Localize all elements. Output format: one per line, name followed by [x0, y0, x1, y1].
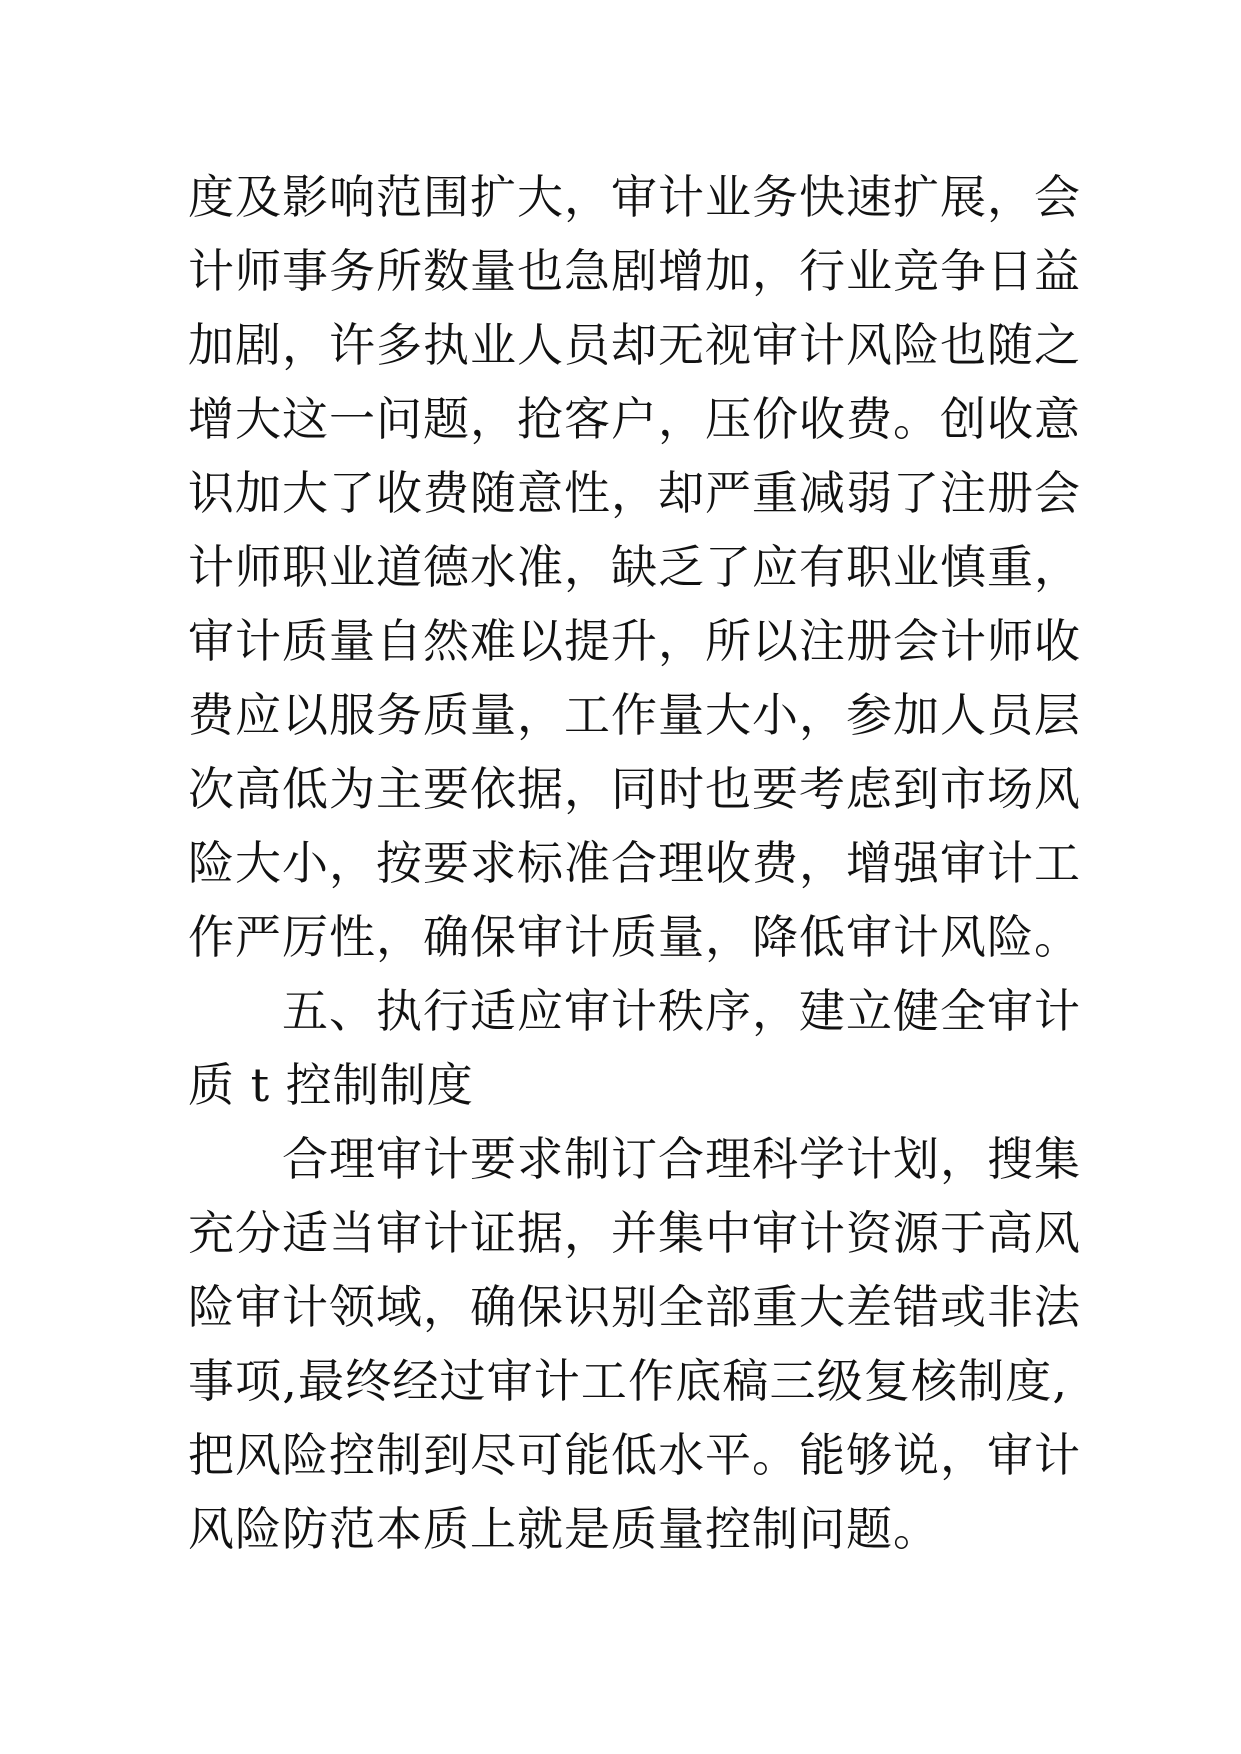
text-line: 增大这一问题，抢客户，压价收费。创收意 — [188, 392, 1081, 446]
text-line: 计师职业道德水准，缺乏了应有职业慎重， — [188, 540, 1081, 594]
text-line: 费应以服务质量，工作量大小，参加人员层 — [188, 688, 1081, 742]
text-line: 把风险控制到尽可能低水平。能够说，审计 — [188, 1428, 1081, 1482]
section-heading — [188, 974, 1081, 1122]
text-line: 险审计领域，确保识别全部重大差错或非法 — [188, 1280, 1081, 1334]
text-line: 作严厉性，确保审计质量，降低审计风险。 — [188, 910, 1081, 964]
heading-line: 五、执行适应审计秩序，建立健全审计 — [282, 984, 1081, 1038]
heading-line: 质 t 控制制度 — [188, 1058, 474, 1112]
text-line: 事项,最终经过审计工作底稿三级复核制度, — [188, 1354, 1068, 1408]
text-line: 识加大了收费随意性，却严重减弱了注册会 — [188, 466, 1081, 520]
text-line: 计师事务所数量也急剧增加，行业竞争日益 — [188, 244, 1081, 298]
text-line: 充分适当审计证据，并集中审计资源于高风 — [188, 1206, 1081, 1260]
paragraph-fee-discussion — [188, 160, 1081, 974]
text-line: 险大小，按要求标准合理收费，增强审计工 — [188, 836, 1081, 890]
text-line: 风险防范本质上就是质量控制问题。 — [188, 1502, 940, 1556]
text-line: 审计质量自然难以提升，所以注册会计师收 — [188, 614, 1081, 668]
body-text — [188, 160, 1081, 1566]
paragraph-quality-control — [188, 1122, 1081, 1566]
text-line: 合理审计要求制订合理科学计划，搜集 — [282, 1132, 1081, 1186]
text-line: 次高低为主要依据，同时也要考虑到市场风 — [188, 762, 1081, 816]
text-line: 加剧，许多执业人员却无视审计风险也随之 — [188, 318, 1081, 372]
text-line: 度及影响范围扩大，审计业务快速扩展，会 — [188, 170, 1081, 224]
